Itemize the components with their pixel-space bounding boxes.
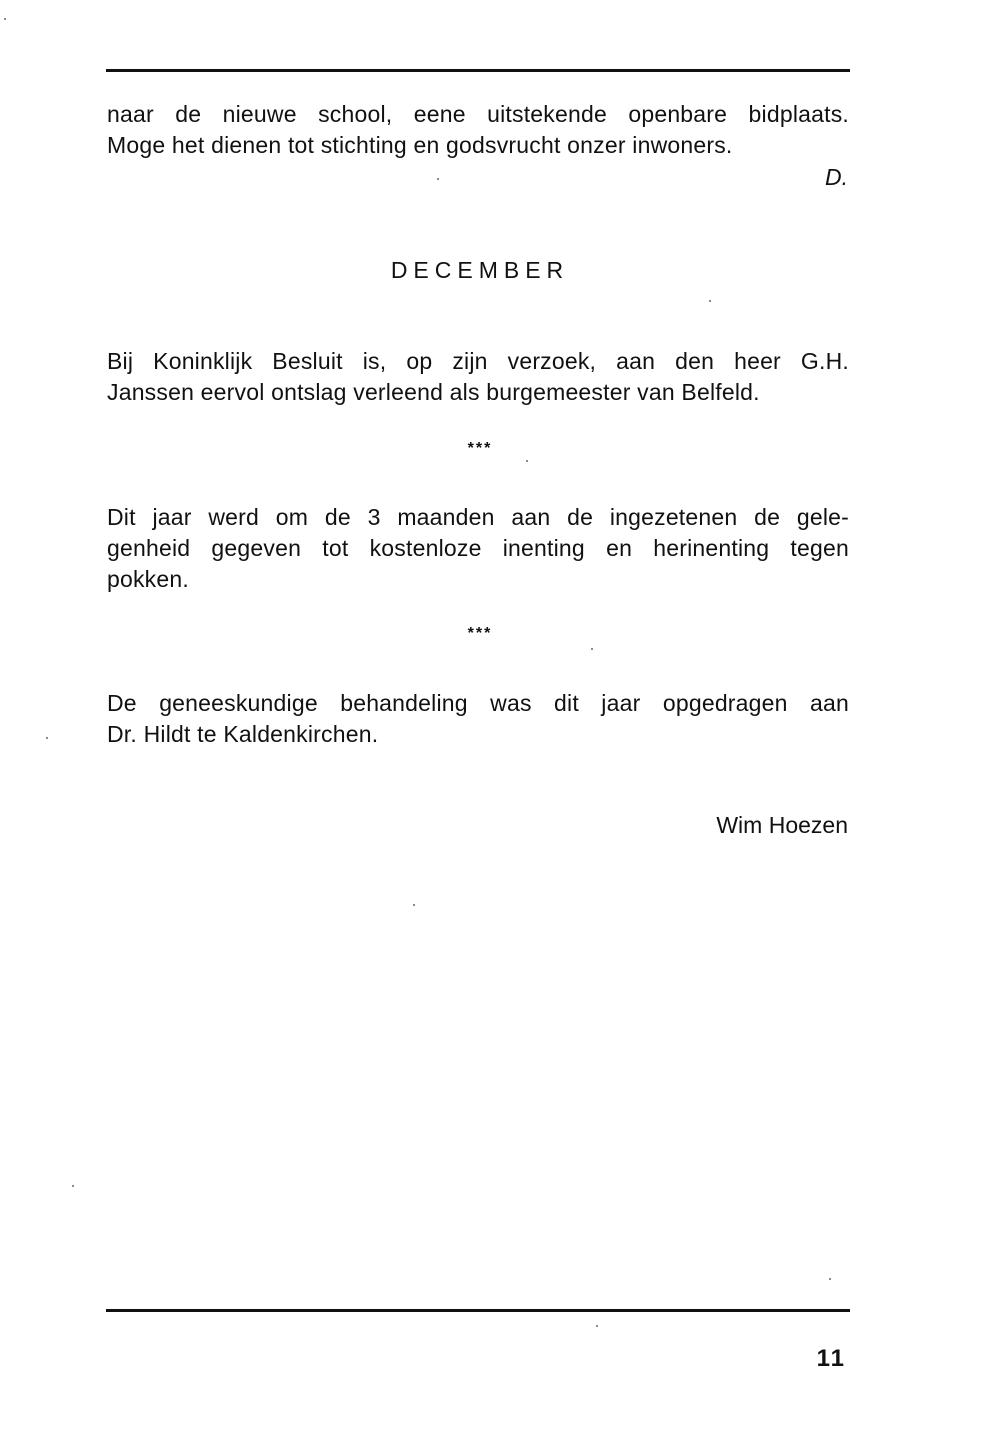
scan-speck — [709, 300, 711, 302]
bottom-rule — [106, 1309, 850, 1312]
intro-line-2: Moge het dienen tot stichting en godsvrucht onzer inwoners. — [107, 132, 733, 158]
scan-speck — [4, 18, 6, 20]
paragraph-vaccination-line-2: genheid gegeven tot kostenloze inenting en herinenting tegen — [107, 535, 849, 561]
paragraph-resignation — [107, 346, 849, 408]
scan-speck — [437, 178, 439, 180]
scan-speck — [72, 1185, 74, 1187]
section-heading: DECEMBER — [390, 257, 570, 283]
paragraph-vaccination-line-1: Dit jaar werd om de 3 maanden aan de ingezetenen de gele- — [107, 504, 849, 530]
scan-speck — [596, 1325, 598, 1327]
paragraph-resignation-line-1: Bij Koninklijk Besluit is, op zijn verzoek, aan den heer G.H. — [107, 348, 849, 374]
paragraph-vaccination — [107, 502, 849, 595]
scan-speck — [46, 737, 48, 739]
top-rule — [106, 69, 850, 72]
paragraph-medical-line-1: De geneeskundige behandeling was dit jaar opgedragen aan — [107, 690, 849, 716]
author-signature: Wim Hoezen — [716, 812, 848, 838]
separator-stars-1: *** — [467, 440, 493, 457]
scan-speck — [526, 460, 528, 462]
page-number: 11 — [816, 1345, 846, 1372]
paragraph-vaccination-line-3: pokken. — [107, 566, 189, 592]
intro-paragraph — [107, 99, 849, 161]
separator-stars-2: *** — [467, 625, 493, 642]
scan-speck — [591, 648, 593, 650]
scan-speck — [413, 904, 415, 906]
intro-signoff: D. — [825, 164, 848, 190]
scan-speck — [829, 1278, 831, 1280]
paragraph-medical-line-2: Dr. Hildt te Kaldenkirchen. — [107, 721, 379, 747]
intro-line-1: naar de nieuwe school, eene uitstekende openbare bidplaats. — [107, 101, 849, 127]
paragraph-medical — [107, 688, 849, 750]
paragraph-resignation-line-2: Janssen eervol ontslag verleend als burgemeester van Belfeld. — [107, 379, 760, 405]
